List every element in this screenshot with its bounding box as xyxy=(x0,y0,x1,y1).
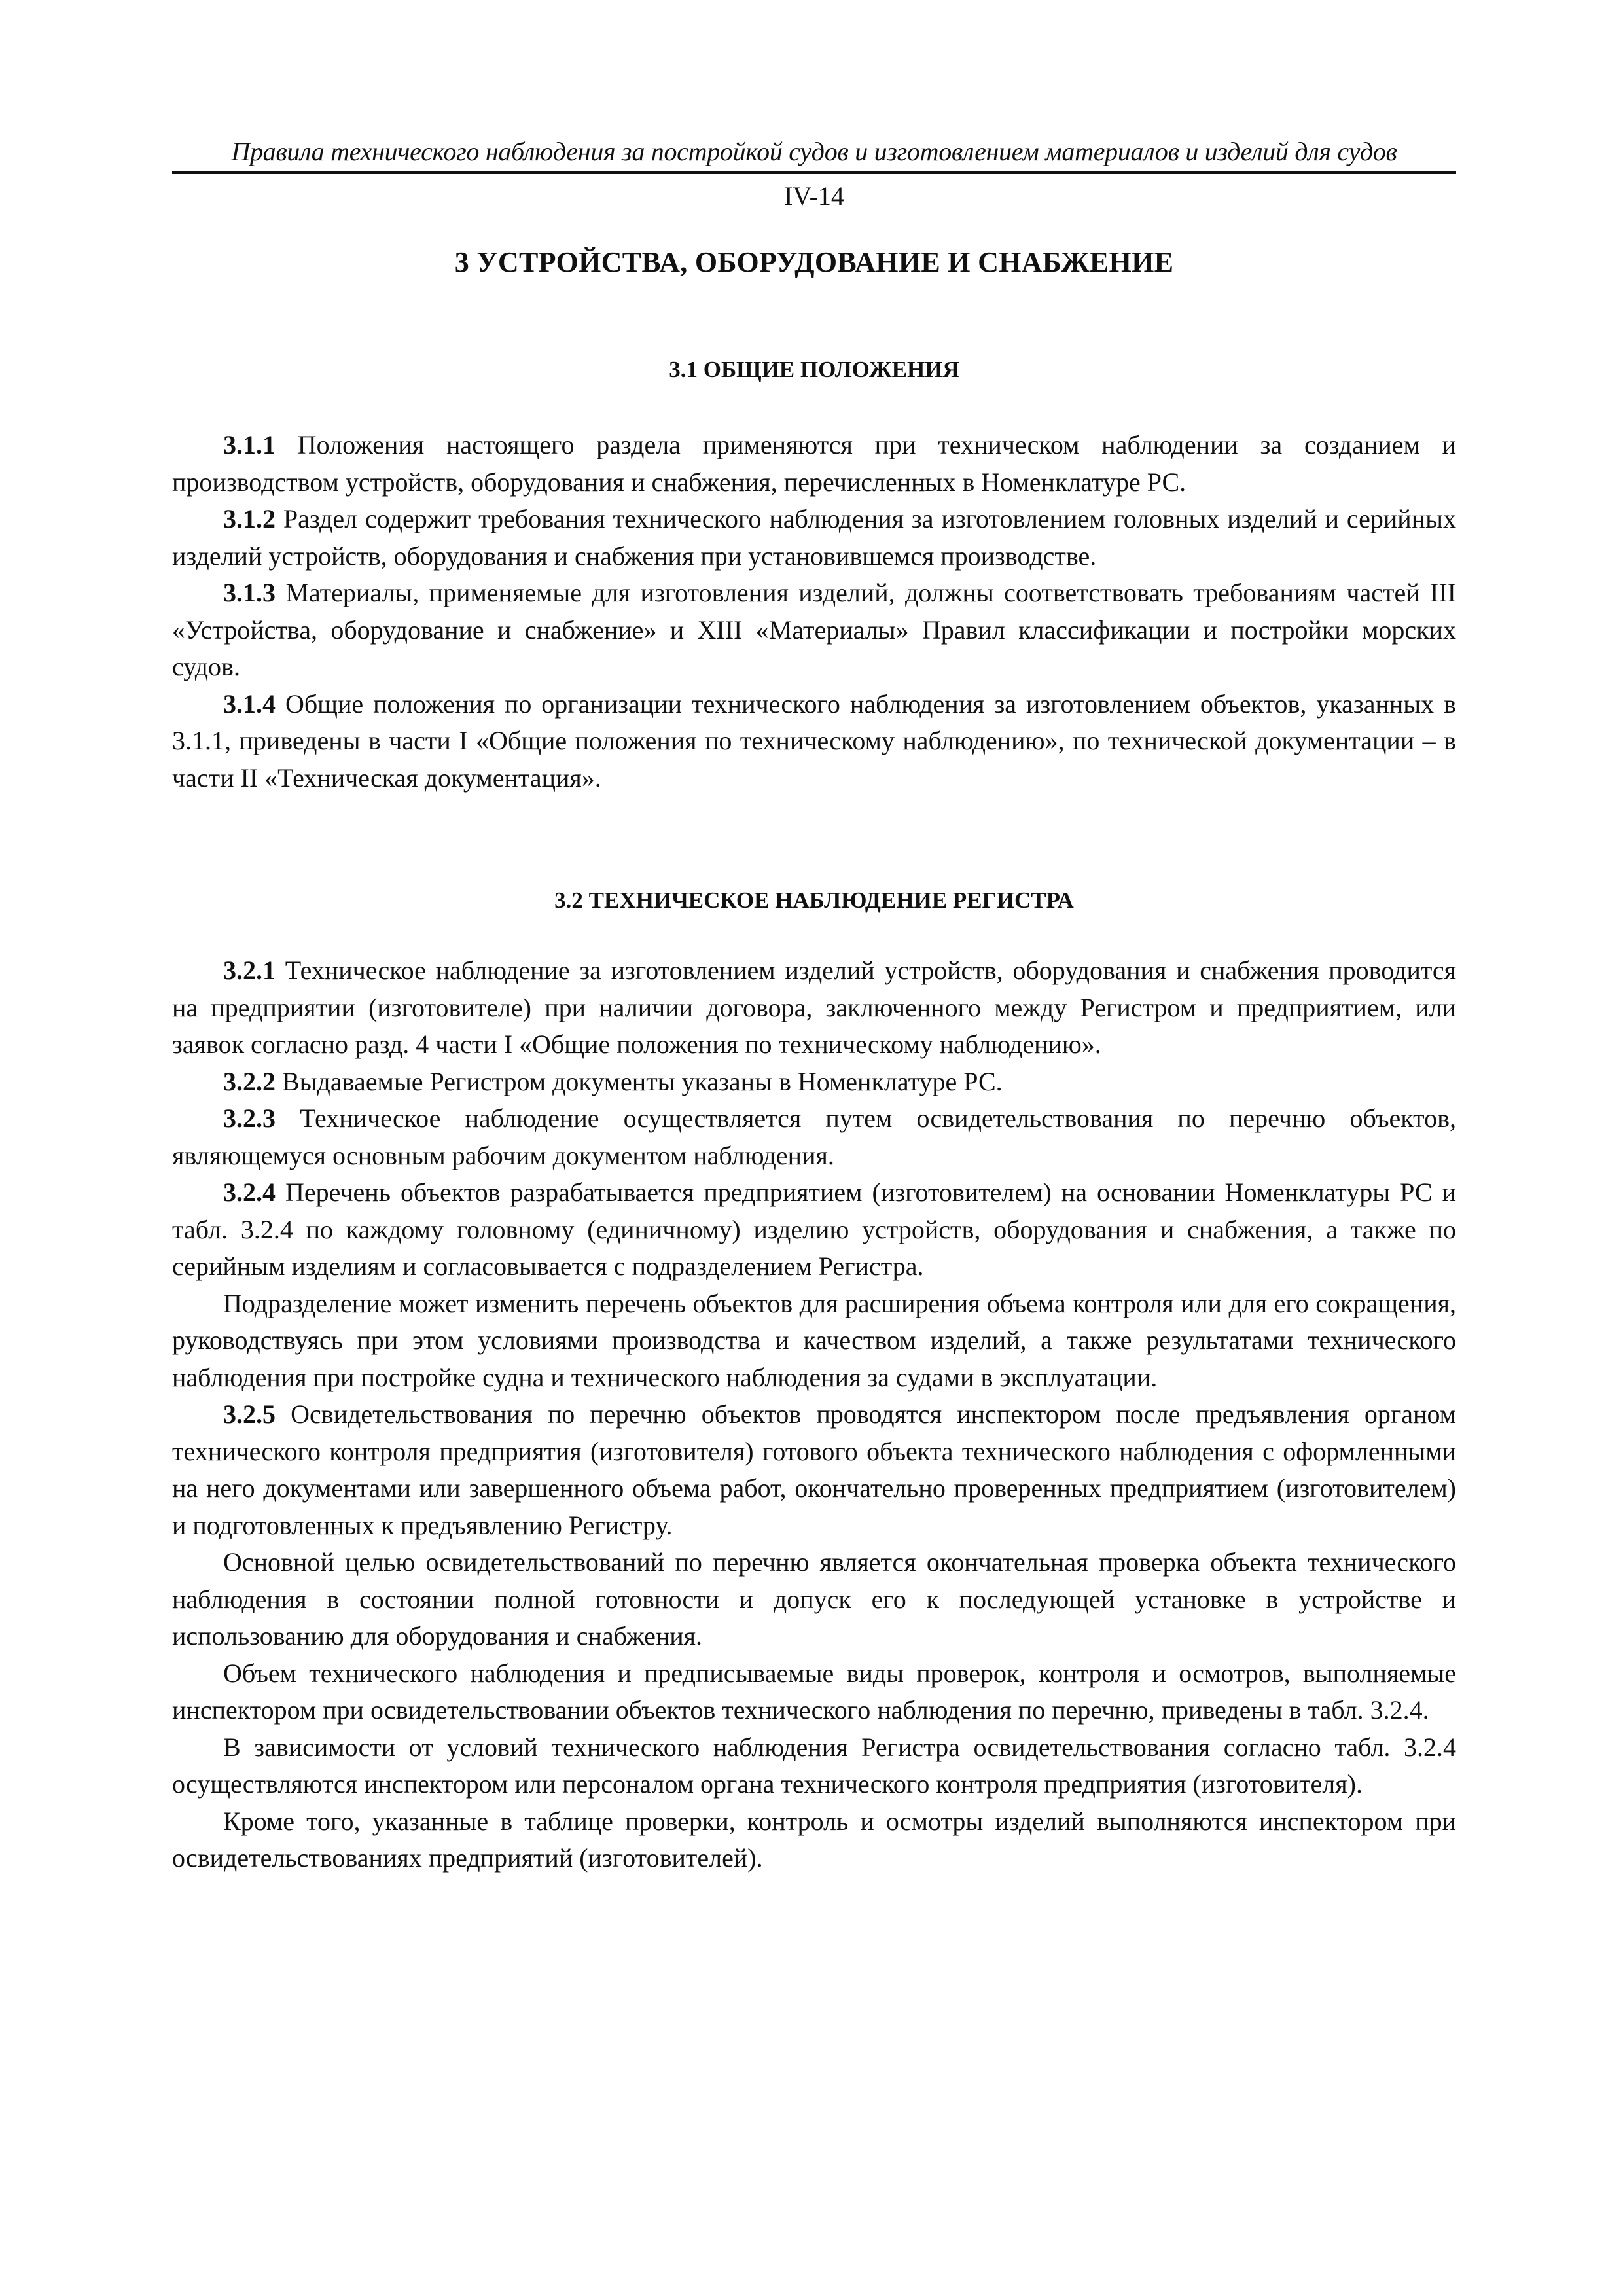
paragraph xyxy=(172,575,1456,686)
paragraph xyxy=(172,1100,1456,1174)
chapter-title: 3 УСТРОЙСТВА, ОБОРУДОВАНИЕ И СНАБЖЕНИЕ xyxy=(454,246,1174,278)
paragraph-text: Техническое наблюдение за изготовлением изделий устройств, оборудования и снабжения проводится на предприятии (изготовителе) при наличии договора, заключенного между Регистром и предприятием, или заявок согласно разд. 4 части I «Общие положения по техническому наблюдению». xyxy=(172,956,1456,1059)
paragraph-text: Освидетельствования по перечню объектов проводятся инспектором после предъявления органом технического контроля предприятия (изготовителя) готового объекта технического наблюдения с оформленными на него документами или завершенного объема работ, окончательно проверенных предприятием (изготовителем) и подготовленных к предъявлению Регистру. xyxy=(172,1399,1456,1540)
paragraph xyxy=(172,1544,1456,1655)
paragraph-text: Общие положения по организации технического наблюдения за изготовлением объектов, указанных в 3.1.1, приведены в части I «Общие положения по техническому наблюдению», по технической документации – в части II «Техническая документация». xyxy=(172,689,1456,793)
paragraph-text: Положения настоящего раздела применяются при техническом наблюдении за созданием и производством устройств, оборудования и снабжения, перечисленных в Номенклатуре РС. xyxy=(172,430,1456,497)
clause-number: 3.1.2 xyxy=(223,504,276,533)
section-body xyxy=(172,952,1456,1877)
paragraph-text: Техническое наблюдение осуществляется путем освидетельствования по перечню объектов, являющемуся основным рабочим документом наблюдения. xyxy=(172,1103,1456,1170)
paragraph xyxy=(172,1396,1456,1544)
section-title: 3.1 ОБЩИЕ ПОЛОЖЕНИЯ xyxy=(669,357,959,382)
paragraph-text: Выдаваемые Регистром документы указаны в Номенклатуре РС. xyxy=(276,1066,1003,1096)
paragraph xyxy=(172,1285,1456,1397)
paragraph xyxy=(172,501,1456,575)
paragraph xyxy=(172,427,1456,501)
clause-number: 3.2.3 xyxy=(223,1103,276,1133)
paragraph xyxy=(172,686,1456,797)
paragraph-text: Объем технического наблюдения и предписываемые виды проверок, контроля и осмотров, выполняемые инспектором при освидетельствовании объектов технического наблюдения по перечню, приведены в табл. 3.2.4. xyxy=(172,1658,1456,1725)
paragraph xyxy=(172,1174,1456,1285)
paragraph-text: В зависимости от условий технического наблюдения Регистра освидетельствования согласно табл. 3.2.4 осуществляются инспектором или персоналом органа технического контроля предприятия (изготовителя). xyxy=(172,1732,1456,1799)
clause-number: 3.2.2 xyxy=(223,1066,276,1096)
section-title: 3.2 ТЕХНИЧЕСКОЕ НАБЛЮДЕНИЕ РЕГИСТРА xyxy=(554,888,1074,913)
paragraph xyxy=(172,1655,1456,1729)
clause-number: 3.1.1 xyxy=(223,430,276,459)
header-rule xyxy=(172,171,1456,174)
paragraph xyxy=(172,1803,1456,1877)
paragraph xyxy=(172,1064,1456,1101)
clause-number: 3.2.1 xyxy=(223,956,276,985)
page-number: IV-14 xyxy=(784,181,844,211)
running-header: Правила технического наблюдения за постройкой судов и изготовлением материалов и изделий для судов xyxy=(231,137,1397,166)
paragraph xyxy=(172,952,1456,1064)
section-body xyxy=(172,427,1456,797)
paragraph xyxy=(172,1729,1456,1803)
clause-number: 3.1.4 xyxy=(223,689,276,719)
paragraph-text: Материалы, применяемые для изготовления изделий, должны соответствовать требованиям частей III «Устройства, оборудование и снабжение» и XIII «Материалы» Правил классификации и постройки морских судов. xyxy=(172,578,1456,681)
clause-number: 3.2.4 xyxy=(223,1177,276,1207)
clause-number: 3.1.3 xyxy=(223,578,276,607)
paragraph-text: Кроме того, указанные в таблице проверки, контроль и осмотры изделий выполняются инспектором при освидетельствованиях предприятий (изготовителей). xyxy=(172,1806,1456,1873)
paragraph-text: Перечень объектов разрабатывается предприятием (изготовителем) на основании Номенклатуры РС и табл. 3.2.4 по каждому головному (единичному) изделию устройств, оборудования и снабжения, а также по серийным изделиям и согласовывается с подразделением Регистра. xyxy=(172,1177,1456,1281)
clause-number: 3.2.5 xyxy=(223,1399,276,1429)
document-page xyxy=(172,135,1456,1877)
paragraph-text: Подразделение может изменить перечень объектов для расширения объема контроля или для его сокращения, руководствуясь при этом условиями производства и качеством изделий, а также результатами технического наблюдения при постройке судна и технического наблюдения за судами в эксплуатации. xyxy=(172,1288,1456,1392)
paragraph-text: Раздел содержит требования технического наблюдения за изготовлением головных изделий и серийных изделий устройств, оборудования и снабжения при установившемся производстве. xyxy=(172,504,1456,571)
paragraph-text: Основной целью освидетельствований по перечню является окончательная проверка объекта технического наблюдения в состоянии полной готовности и допуск его к последующей установке в устройстве и использованию для оборудования и снабжения. xyxy=(172,1547,1456,1651)
